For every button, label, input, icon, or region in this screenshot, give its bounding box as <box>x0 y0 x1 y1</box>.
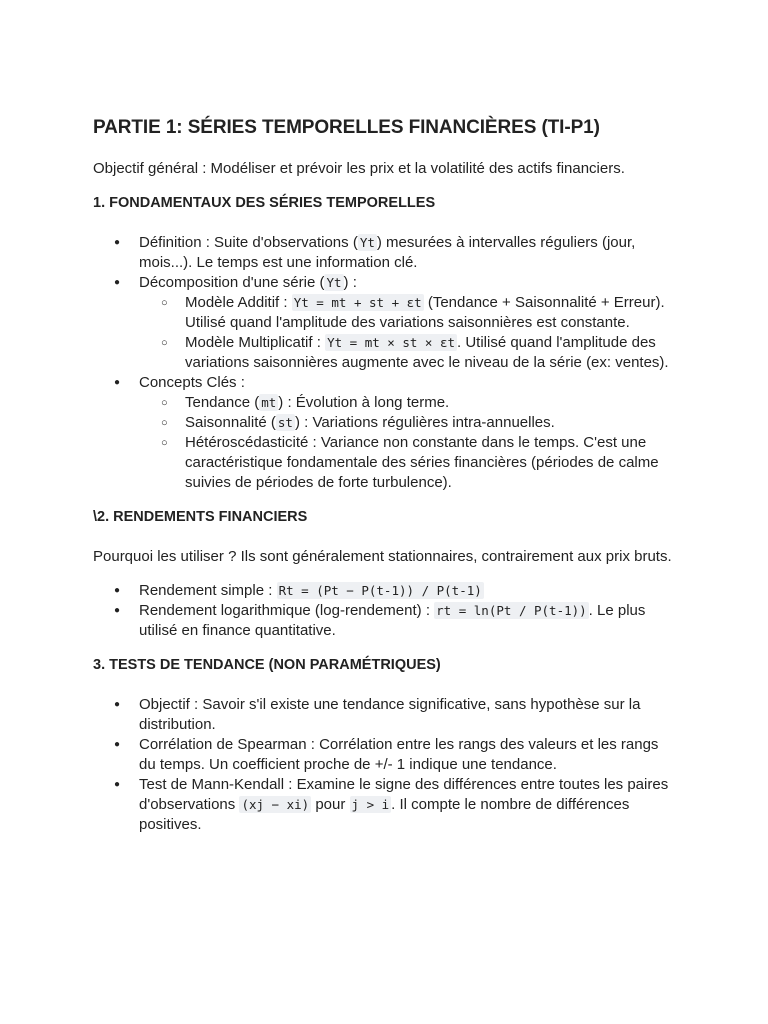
page-title: PARTIE 1: SÉRIES TEMPORELLES FINANCIÈRES (TI-P1) <box>93 117 600 138</box>
list-item-heteroscedasticity: ○ Hétéroscédasticité : Variance non constante dans le temps. C'est une caractéristique fondamentale des séries financières (périodes de calme suivies de périodes de forte turbulence). <box>139 433 676 493</box>
decomposition-sublist <box>139 293 676 373</box>
list-item-spearman: ● Corrélation de Spearman : Corrélation entre les rangs des valeurs et les rangs du temps. Un coefficient proche de +/- 1 indique une tendance. <box>93 735 676 775</box>
section-2-list <box>93 581 676 641</box>
list-item-trend: ○ Tendance ( mt ) : Évolution à long terme. <box>139 393 676 413</box>
section-3-list <box>93 695 676 835</box>
list-item-seasonality: ○ Saisonnalité ( st ) : Variations régulières intra-annuelles. <box>139 413 676 433</box>
concepts-sublist <box>139 393 676 493</box>
list-item-decomposition: ● Décomposition d'une série ( Yt ) : ○ Modèle Additif : Yt = mt + st + εt (Tendance + Saisonnalité + Erreur). Utilisé quand l'amplitude des variations saisonnières est constante. ○ Modèle Multiplicatif : Yt = mt × st × εt . Utilisé quand l'amplitude des variations saisonnières augmente avec le niveau de la série (ex: ventes). <box>93 273 676 373</box>
section-2-heading: \2. RENDEMENTS FINANCIERS <box>93 509 308 525</box>
section-1-list <box>93 233 676 493</box>
list-item-definition: ● Définition : Suite d'observations ( Yt ) mesurées à intervalles réguliers (jour, mois...). Le temps est une information clé. <box>93 233 676 273</box>
list-item-mann-kendall: ● Test de Mann-Kendall : Examine le signe des différences entre toutes les paires d'observations (xj − xi) pour j > i . Il compte le nombre de différences positives. <box>93 775 676 835</box>
section-1-heading: 1. FONDAMENTAUX DES SÉRIES TEMPORELLES <box>93 195 436 211</box>
section-3-heading: 3. TESTS DE TENDANCE (NON PARAMÉTRIQUES) <box>93 657 441 673</box>
list-item-multiplicative-model: ○ Modèle Multiplicatif : Yt = mt × st × εt . Utilisé quand l'amplitude des variations saisonnières augmente avec le niveau de la série (ex: ventes). <box>139 333 676 373</box>
list-item-objective: ● Objectif : Savoir s'il existe une tendance significative, sans hypothèse sur la distribution. <box>93 695 676 735</box>
list-item-key-concepts: ● Concepts Clés : ○ Tendance ( mt ) : Évolution à long terme. ○ Saisonnalité ( st ) : Variations régulières intra-annuelles. ○ Hétéroscédasticité : Variance non constante dans le temps. C'est une caractéristique fondamentale des séries financières (périodes de calme suivies de périodes de forte turbulence). <box>93 373 676 493</box>
objective-text: Objectif général : Modéliser et prévoir les prix et la volatilité des actifs financiers. <box>93 160 625 177</box>
returns-why-text: Pourquoi les utiliser ? Ils sont généralement stationnaires, contrairement aux prix bruts. <box>93 548 672 565</box>
list-item-additive-model: ○ Modèle Additif : Yt = mt + st + εt (Tendance + Saisonnalité + Erreur). Utilisé quand l'amplitude des variations saisonnières est constante. <box>139 293 676 333</box>
list-item-simple-return: ● Rendement simple : Rt = (Pt − P(t-1)) / P(t-1) <box>93 581 676 601</box>
list-item-log-return: ● Rendement logarithmique (log-rendement) : rt = ln(Pt / P(t-1)) . Le plus utilisé en finance quantitative. <box>93 601 676 641</box>
